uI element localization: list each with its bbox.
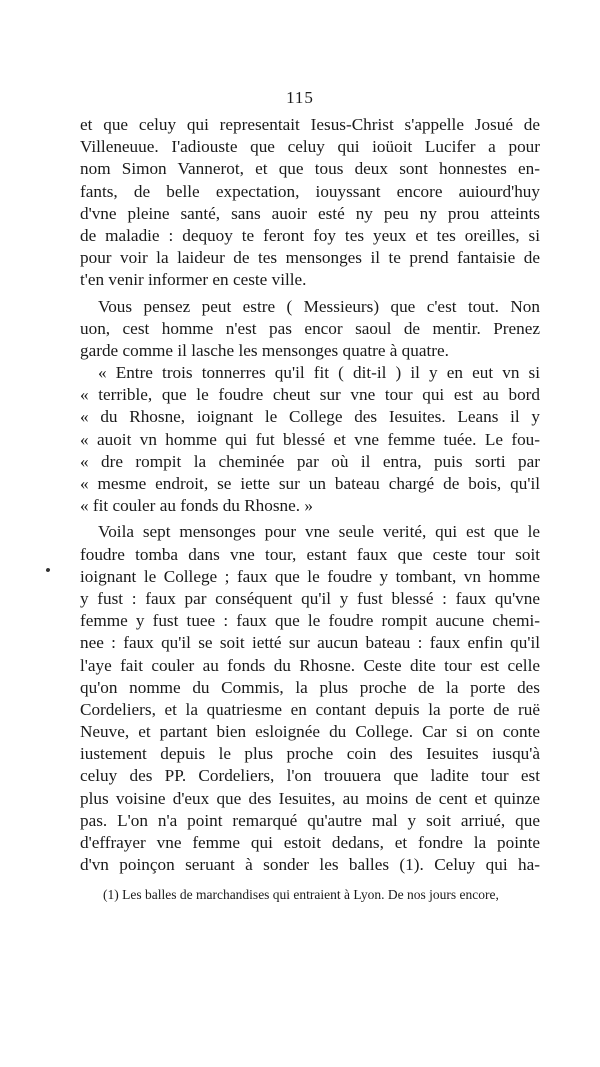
text-line: « mesme endroit, se iette sur un bateau chargé de bois, qu'il [80,474,540,493]
text-line: « fit couler au fonds du Rhosne. » [80,496,313,516]
text-line: « auoit vn homme qui fut blessé et vne femme tuée. Le fou- [80,429,540,449]
text-line: fants, de belle expectation, iouyssant encore auiourd'huy [80,181,540,201]
text-line: ioignant le College ; faux que le foudre y tombant, vn homme [80,566,540,586]
text-line: garde comme il lasche les mensonges quatre à quatre. [80,340,449,360]
text-line: d'vn poinçon seruant à sonder les balles (1). Celuy qui ha- [80,855,540,875]
text-line: et que celuy qui representait Iesus-Christ s'appelle Josué de [80,115,540,134]
text-line: y fust : faux par conséquent qu'il y fust blessé : faux qu'vne [80,588,540,608]
text-line: « Entre trois tonnerres qu'il fit ( dit-il ) il y en eut vn si [98,363,540,383]
text-line: foudre tomba dans vne tour, estant faux que ceste tour soit [80,544,540,564]
text-line: « terrible, que le foudre cheut sur vne tour qui est au bord [80,385,540,405]
body-text [80,114,540,876]
text-line: Neuve, et partant bien esloignée du College. Car si on conte [80,722,540,742]
text-line: pas. L'on n'a point remarqué qu'autre mal y soit arriué, que [80,810,540,830]
paragraph [80,521,540,876]
paragraph [80,114,540,292]
text-line: Voila sept mensonges pour vne seule verité, qui est que le [98,522,540,542]
text-line: l'aye fait couler au fonds du Rhosne. Ceste dite tour est celle [80,655,540,675]
text-line: Vous pensez peut estre ( Messieurs) que c'est tout. Non [98,296,540,316]
text-line: d'vne pleine santé, sans auoir esté ny peu ny prou atteints [80,203,540,223]
text-line: nee : faux qu'il se soit ietté sur aucun bateau : faux enfin qu'il [80,633,540,653]
text-line: femme y fust tuee : faux que le foudre rompit aucune chemi- [80,611,540,631]
text-line: Cordeliers, et la quatriesme en contant depuis la porte de ruë [80,699,540,719]
text-line: pour voir la laideur de tes mensonges il te prend fantaisie de [80,248,540,268]
text-line: « du Rhosne, ioignant le College des Iesuites. Leans il y [80,407,540,427]
text-line: d'effrayer vne femme qui estoit dedans, et fondre la pointe [80,833,540,852]
paragraph [80,296,540,318]
text-line: celuy des PP. Cordeliers, l'on trouuera que ladite tour est [80,766,540,786]
text-line: Villeneuue. I'adiouste que celuy qui ioüoit Lucifer a pour [80,137,540,157]
page-number: 115 [286,88,314,107]
text-line: plus voisine d'eux que des Iesuites, au moins de cent et quinze [80,788,540,808]
stray-ink-mark [45,567,50,572]
text-line: qu'on nomme du Commis, la plus proche de la porte des [80,677,540,697]
text-line: nom Simon Vannerot, et que tous deux sont honnestes en- [80,159,540,179]
text-line: t'en venir informer en ceste ville. [80,270,307,290]
text-line: de maladie : dequoy te feront foy tes yeux et tes oreilles, si [80,225,540,245]
text-line: uon, cest homme n'est pas encor saoul de mentir. Prenez [80,318,540,338]
footnote: (1) Les balles de marchandises qui entraient à Lyon. De nos jours encore, [103,887,499,902]
paragraph-continued [80,318,540,362]
quotation [80,362,540,517]
text-line: iustement depuis le plus proche coin des Iesuites iusqu'à [80,744,540,764]
text-line: « dre rompit la cheminée par où il entra, puis sorti par [80,451,540,471]
